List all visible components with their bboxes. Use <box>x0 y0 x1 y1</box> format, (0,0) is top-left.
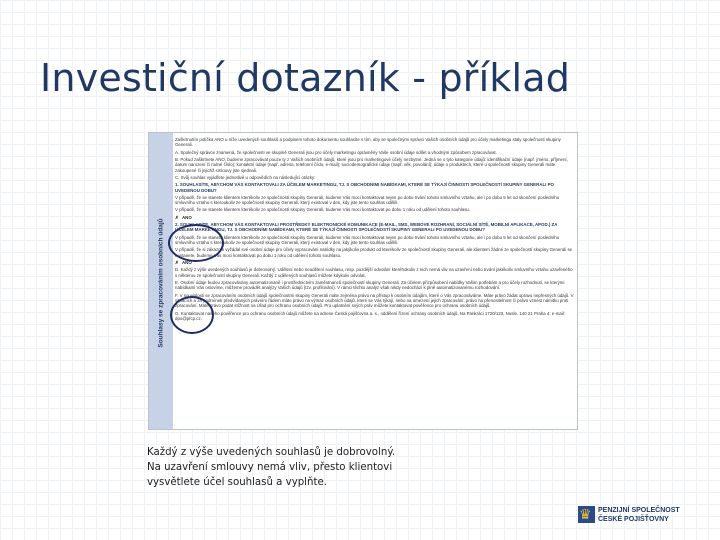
logo-text <box>598 507 680 524</box>
caption-line-1: Každý z výše uvedených souhlasů je dobrovolný. <box>147 447 396 458</box>
question-1-heading: 1. SOUHLASÍTE, ABYCHOM VÁS KONTAKTOVALI ZA ÚČELEM MARKETINGU, TJ. S OBCHODNÍMI NABÍDKAMI, KTERÉ SE TÝKAJÍ ČINNOSTI SPOLEČNOSTÍ SKUPINY GENERALI PO UVEDENOU DOBU? <box>175 182 554 193</box>
question-1-text-1: V případě, že se stanete klientem kterékoliv ze společností skupiny Generali, budeme Vás moci kontaktovat nejen po dobu trvání tohoto smluvního vztahu, ale i po dobu 5 let od skončení posledního smluvního vztahu s kteroukoliv ze společností skupiny Generali, který existoval v den, kdy jste tento souhlas udělili. <box>175 194 560 206</box>
question-2-answer-label: ANO <box>182 259 192 265</box>
question-1-text-2: V případě, že se stanete klientem kterékoliv ze společností skupiny Generali, budeme Vás moci kontaktovat po dobu 1 roku od udělení tohoto souhlasu. <box>175 207 471 213</box>
slide-title: Investiční dotazník - příklad <box>40 56 571 100</box>
checkbox-mark-icon: ✗ <box>175 259 179 265</box>
consent-intro: Zaškrtnutím políčka ANO u níže uvedených souhlasů a podpisem tohoto dokumentu souhlasíte s tím, aby se společnými správci Vašich osobních údajů pro účely marketingu staly společnosti skupiny Generali. <box>175 137 561 148</box>
consent-point-f: F. V souvislosti se zpracováním osobních údajů společnostmi skupiny Generali máte zejména právo na přístup k osobním údajům, které o Vás zpracováváme. Máte právo žádat opravu nepřesných údajů. V situacích a za podmínek předvídaných právním řádem máte právo na výmaz osobních údajů, které se Vás týkají, nebo na omezení jejich zpracování, právo na přenositelnost či právo vznést námitku proti zpracování. Máte právo podat stížnost na Úřad pro ochranu osobních údajů. Pro uplatnění svých práv můžete kontaktovat pověřence pro ochranu osobních údajů. <box>175 292 574 309</box>
question-2-text-1: V případě, že se stanete klientem kterékoliv ze společností skupiny Generali, budeme Vás moci kontaktovat nejen po dobu trvání tohoto smluvního vztahu, ale i po dobu 5 let od skončení posledního smluvního vztahu s kteroukoliv ze společností skupiny Generali, který existoval v den, kdy jste tento souhlas udělili. <box>175 234 560 246</box>
caption-line-3: vysvětlete účel souhlasů a vyplňte. <box>147 476 327 488</box>
checkbox-mark-icon: ✗ <box>175 214 179 220</box>
caption-line-2: Na uzavření smlouvy nemá vliv, přesto klientovi <box>147 461 393 473</box>
question-2-heading: 2. SOUHLASÍTE, ABYCHOM VÁS KONTAKTOVALI PROSTŘEDKY ELEKTRONICKÉ KOMUNIKACE (E-MAIL, SMS, WEBOVÉ ROZHRANÍ, SOCIÁLNÍ SÍTĚ, MOBILNÍ APLIKACE, APOD.) ZA ÚČELEM MARKETINGU, TJ. S OBCHODNÍMI NABÍDKAMI, KTERÉ SE TÝKAJÍ ČINNOSTI SPOLEČNOSTÍ SKUPINY GENERALI PO UVEDENOU DOBU? <box>175 222 558 233</box>
question-1-answer-label: ANO <box>182 214 192 220</box>
slide-caption <box>147 446 395 490</box>
company-logo <box>578 506 693 528</box>
consent-point-g: G. Kontaktovat našeho pověřence pro ochranu osobních údajů můžete na adrese Česká pojišťovna a. s., oddělení řízení ochrany osobních údajů, Na Pankráci 1720/123, Nusle, 140 21 Praha 4; e-mail: dpo@pfcp.cz. <box>175 310 565 321</box>
lion-icon: ♛ <box>578 506 595 523</box>
question-2-text-2: V případě, že si zákazník vyžádal své osobní údaje pro účely vypracování nabídky na jakýkoliv produkt od kterékoliv ze společností skupiny Generali, ale klientem žádné ze společností skupiny Generali se nestanete, budeme Vás moci kontaktovat po dobu 1 roku od udělení tohoto souhlasu. <box>175 247 573 258</box>
consent-point-e: E. Osobní údaje budou zpracovávány automatizovaně i prostřednictvím zaměstnanců společností skupiny Generali. Za účelem přizpůsobení nabídky Vašim potřebám a pro účely rozhodnutí, se kterými nabídkami Vás oslovíme, můžeme provádět analýzy Vašich údajů (tzv. profilování). V rámci těchto analýz však nikdy nedochází k plně automatizovanému rozhodování. <box>175 279 565 291</box>
consent-form-image <box>148 132 578 430</box>
logo-line-1: PENZIJNÍ SPOLEČNOST <box>598 507 680 514</box>
consent-point-b: B. Pokud zaškrtnete ANO, budeme zpracovávat pouze ty z Vašich osobních údajů, které jsou pro marketingové účely nezbytné. Jedná se o tyto kategorie údajů: identifikační údaje (např. jméno, příjmení, datum narození či rodné číslo); kontaktní údaje (např. adresa, telefonní číslo, e-mail); sociodemografické údaje (např. věk, povolání); údaje o produktech, které u společností skupiny Generali máte zakoupené či jejichž smlouvy jste sjednali. <box>175 156 568 173</box>
highlight-circle-question-2 <box>170 296 214 334</box>
consent-point-c: C. Svůj souhlas vyjádřete jednotlivě u odpovědích na následující otázky: <box>175 174 316 180</box>
consent-side-label: Souhlasy se zpracováním osobních údajů <box>157 218 165 348</box>
consent-form-text <box>175 137 575 323</box>
logo-line-2: ČESKÉ POJIŠŤOVNY <box>598 515 669 523</box>
consent-point-a: A. Společný správce znamená, že společnosti ve skupině Generali jsou pro účely marketingu oprávněny Vaše osobní údaje sdílet a vhodným způsobem zpracovávat. <box>175 149 497 155</box>
question-1-answer <box>175 215 575 220</box>
question-2-answer <box>175 260 575 265</box>
consent-point-d: D. Každý z výše uvedených souhlasů je dobrovolný. Udělení nebo neudělení souhlasu, resp. pozdější odvolání kteréhokoliv z nich nemá vliv na uzavření nebo trvání jakékoliv smluvního vztahu uzavřeného s některou ze společností skupiny Generali. Každý z udělených souhlasů můžete kdykoliv odvolat. <box>175 267 573 278</box>
highlight-circle-question-1 <box>168 224 224 262</box>
consent-side-bar <box>149 133 173 429</box>
